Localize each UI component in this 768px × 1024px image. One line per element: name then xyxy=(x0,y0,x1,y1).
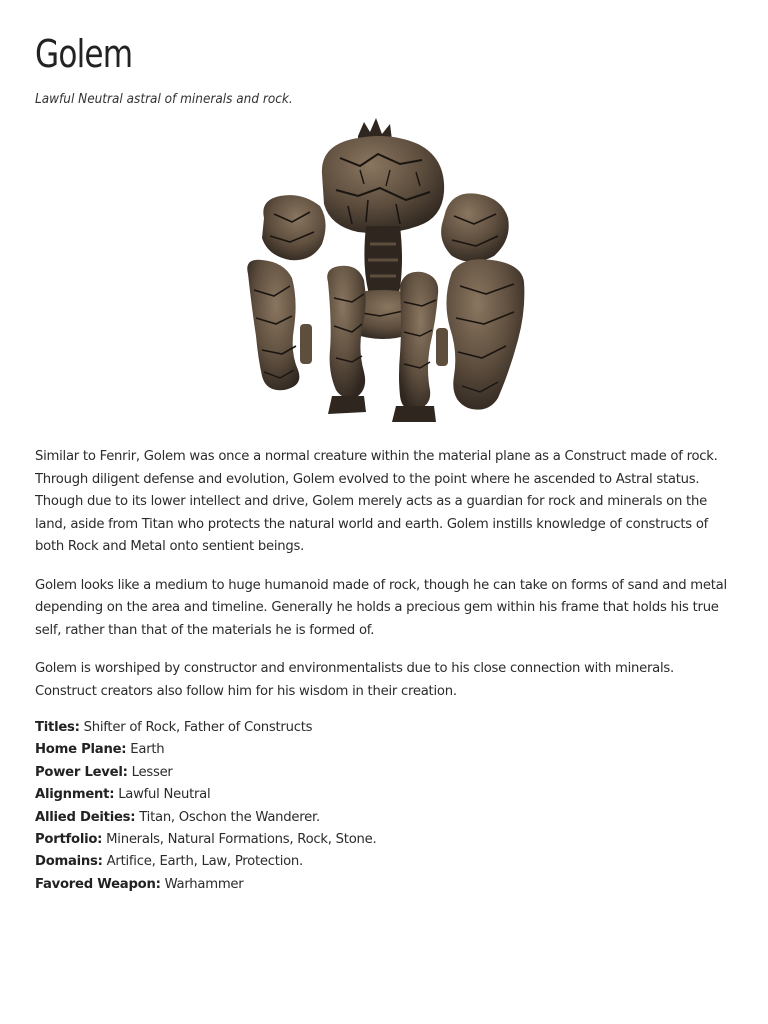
golem-left-leg xyxy=(327,266,366,414)
stat-label: Alignment: xyxy=(35,787,115,803)
stat-value: Titan, Oschon the Wanderer. xyxy=(139,809,320,825)
stat-titles xyxy=(35,717,735,739)
stat-value: Lesser xyxy=(131,764,173,780)
stat-domains xyxy=(35,851,735,873)
stat-value: Shifter of Rock, Father of Constructs xyxy=(83,720,313,735)
stat-value: Lawful Neutral xyxy=(118,787,211,803)
stat-value: Artifice, Earth, Law, Protection. xyxy=(106,854,303,870)
stat-home-plane xyxy=(35,739,735,761)
paragraph-origin: Similar to Fenrir, Golem was once a normal creature within the material plane as a Construct made of rock. Through diligent defense and evolution, Golem evolved to the point where he ascended to Astral status. Though due to its lower intellect and drive, Golem merely acts as a guardian for rock and minerals on the land, aside from Titan who protects the natural world and earth. Golem instills knowledge of constructs of both Rock and Metal onto sentient beings. xyxy=(35,449,718,554)
golem-illustration xyxy=(240,114,530,426)
stat-label: Home Plane: xyxy=(35,742,127,758)
description xyxy=(35,446,735,719)
golem-right-arm xyxy=(436,259,524,409)
stat-label: Domains: xyxy=(35,854,103,870)
stat-label: Favored Weapon: xyxy=(35,876,161,892)
deity-stats xyxy=(35,717,735,896)
paragraph-worship: Golem is worshiped by constructor and environmentalists due to his close connection with minerals. Construct creators also follow him for his wisdom in their creation. xyxy=(35,661,674,699)
stat-label: Portfolio: xyxy=(35,832,103,848)
stat-alignment xyxy=(35,784,735,806)
stat-value: Warhammer xyxy=(164,876,244,892)
golem-left-shoulder xyxy=(262,195,326,260)
page-title: Golem xyxy=(35,32,133,76)
stat-portfolio xyxy=(35,829,735,851)
golem-image xyxy=(240,114,530,426)
page-subtitle: Lawful Neutral astral of minerals and rock. xyxy=(35,92,293,107)
stat-value: Earth xyxy=(130,742,165,758)
stat-power-level xyxy=(35,762,735,784)
paragraph-appearance: Golem looks like a medium to huge humanoid made of rock, though he can take on forms of sand and metal depending on the area and timeline. Generally he holds a precious gem within his frame that holds his true self, rather than that of the materials he is formed of. xyxy=(35,577,727,638)
golem-right-shoulder xyxy=(441,193,509,262)
stat-label: Titles: xyxy=(35,720,80,735)
golem-torso xyxy=(322,136,444,233)
stat-favored-weapon xyxy=(35,874,735,896)
stat-label: Power Level: xyxy=(35,764,128,780)
stat-value: Minerals, Natural Formations, Rock, Stone. xyxy=(106,832,377,848)
stat-label: Allied Deities: xyxy=(35,809,136,825)
stat-allied-deities xyxy=(35,807,735,829)
golem-left-arm xyxy=(247,260,312,390)
